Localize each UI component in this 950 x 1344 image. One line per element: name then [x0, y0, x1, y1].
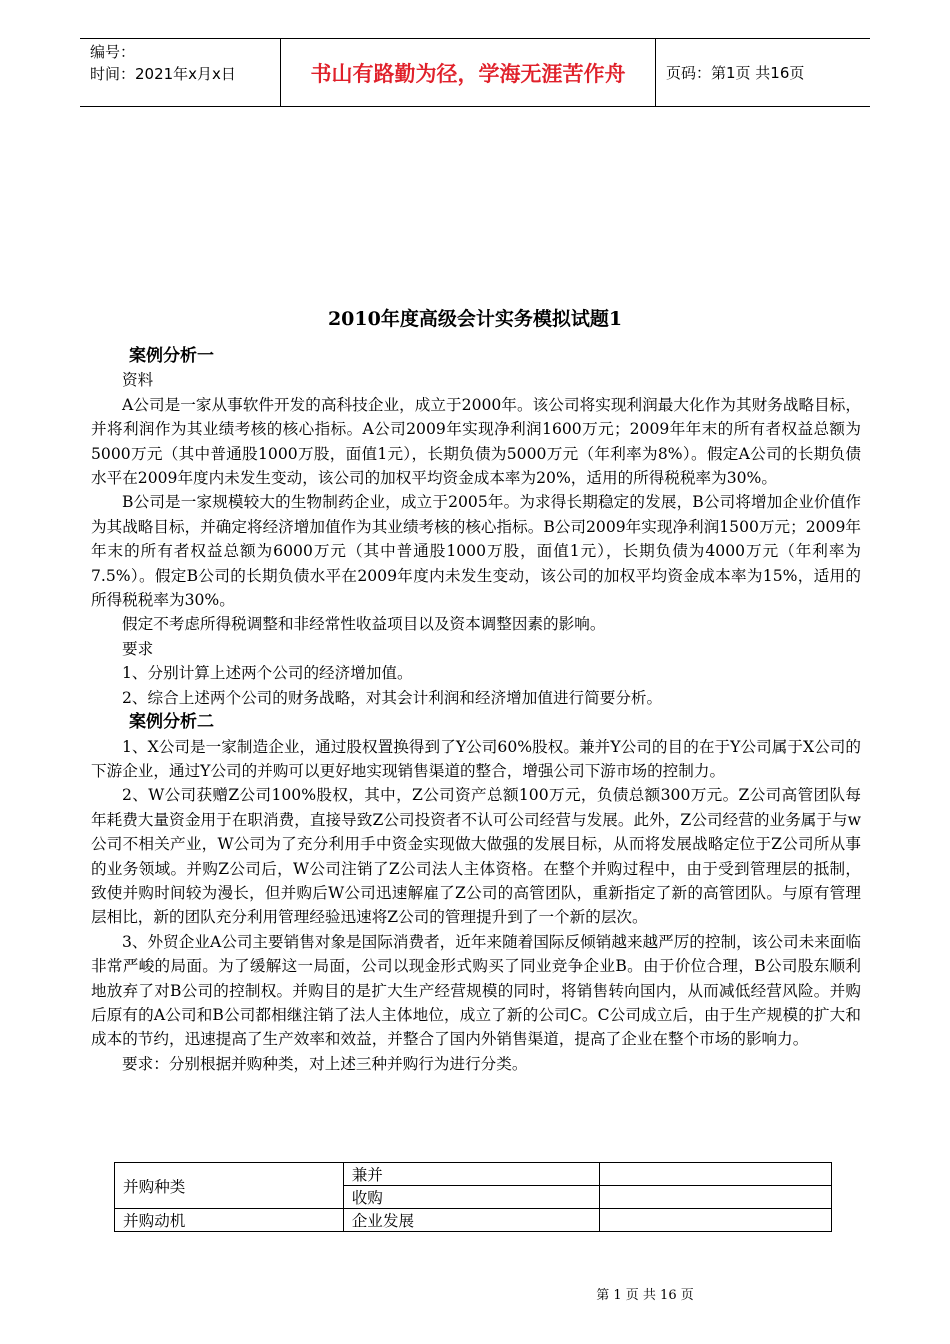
time-label: 时间：2021年x月x日 [90, 65, 236, 83]
case1-requirement-label: 要求 [122, 639, 154, 658]
case1-paragraph-3: 假定不考虑所得税调整和非经常性收益项目以及资本调整因素的影响。 [122, 615, 606, 634]
case1-heading: 案例分析一 [129, 346, 214, 366]
merger-classification-table [114, 1162, 832, 1232]
header-table [80, 38, 870, 107]
case2-paragraph-1: 1、X公司是一家制造企业，通过股权置换得到了Y公司60%股权。兼并Y公司的目的在于Y公司属于X公司的下游企业，通过Y公司的并购可以更好地实现销售渠道的整合，增强公司下游市场的控制力。 [91, 737, 861, 780]
number-label: 编号： [90, 43, 136, 61]
header-page-label: 页码：第1页 共16页 [666, 64, 805, 82]
case2-paragraph-2: 2、W公司获赠Z公司100%股权，其中，Z公司资产总额100万元，负债总额300万元。Z公司高管团队每年耗费大量资金用于在职消费，直接导致Z公司投资者不认可公司经营与发展。此外，Z公司经营的业务属于与w公司不相关产业，W公司为了充分利用手中资金实现做大做强的发展目标，从而将发展战略定位于Z公司所从事的业务领域。并购Z公司后，W公司注销了Z公司法人主体资格。在整个并购过程中，由于受到管理层的抵制，致使并购时间较为漫长，但并购后W公司迅速解雇了Z公司的高管团队，重新指定了新的高管团队。与原有管理层相比，新的团队充分利用管理经验迅速将Z公司的管理提升到了一个新的层次。 [91, 786, 861, 927]
table-cell-merger: 兼并 [343, 1163, 600, 1186]
table-row [115, 1209, 832, 1232]
case1-data-label: 资料 [122, 371, 154, 390]
table-cell-enterprise-development: 企业发展 [343, 1209, 600, 1232]
table-row [115, 1163, 832, 1186]
header-meta [80, 39, 280, 106]
case1-paragraph-1: A公司是一家从事软件开发的高科技企业，成立于2000年。该公司将实现利润最大化作为其财务战略目标，并将利润作为其业绩考核的核心指标。A公司2009年实现净利润1600万元；2009年年末的所有者权益总额为5000万元（其中普通股1000万股，面值1元），长期负债为5000万元（年利率为8%）。假定A公司的长期负债水平在2009年度内未发生变动，该公司的加权平均资金成本率为20%，适用的所得税税率为30%。 [91, 395, 861, 488]
table-cell-answer [600, 1163, 832, 1186]
document-body [91, 344, 861, 1076]
table-cell-merger-motive: 并购动机 [115, 1209, 344, 1232]
document-title: 2010年度高级会计实务模拟试题1 [327, 308, 623, 330]
table-cell-merger-type: 并购种类 [115, 1163, 344, 1209]
case1-requirement-1: 1、分别计算上述两个公司的经济增加值。 [122, 664, 413, 683]
case1-paragraph-2: B公司是一家规模较大的生物制药企业，成立于2005年。为求得长期稳定的发展，B公司将增加企业价值作为其战略目标，并确定将经济增加值作为其业绩考核的核心指标。B公司2009年实现净利润1500万元；2009年年末的所有者权益总额为6000万元（其中普通股1000万股，面值1元），长期负债为4000万元（年利率为7.5%）。假定B公司的长期负债水平在2009年度内未发生变动，该公司的加权平均资金成本率为15%，适用的所得税税率为30%。 [91, 493, 861, 610]
table-cell-answer [600, 1209, 832, 1232]
table-cell-acquisition: 收购 [343, 1186, 600, 1209]
page-footer: 第 1 页 共 16 页 [596, 1288, 694, 1303]
case2-heading: 案例分析二 [129, 712, 214, 733]
case2-paragraph-3: 3、外贸企业A公司主要销售对象是国际消费者，近年来随着国际反倾销越来越严厉的控制，该公司未来面临非常严峻的局面。为了缓解这一局面，公司以现金形式购买了同业竞争企业B。由于价位合理，B公司股东顺利地放弃了对B公司的控制权。并购目的是扩大生产经营规模的同时，将销售转向国内，从而减低经营风险。并购后原有的A公司和B公司都相继注销了法人主体地位，成立了新的公司C。C公司成立后，由于生产规模的扩大和成本的节约，迅速提高了生产效率和效益，并整合了国内外销售渠道，提高了企业在整个市场的影响力。 [91, 932, 861, 1049]
header-motto: 书山有路勤为径，学海无涯苦作舟 [280, 39, 656, 106]
table-cell-answer [600, 1186, 832, 1209]
case2-requirement: 要求：分别根据并购种类，对上述三种并购行为进行分类。 [122, 1054, 528, 1073]
case1-requirement-2: 2、综合上述两个公司的财务战略，对其会计利润和经济增加值进行简要分析。 [122, 688, 663, 707]
